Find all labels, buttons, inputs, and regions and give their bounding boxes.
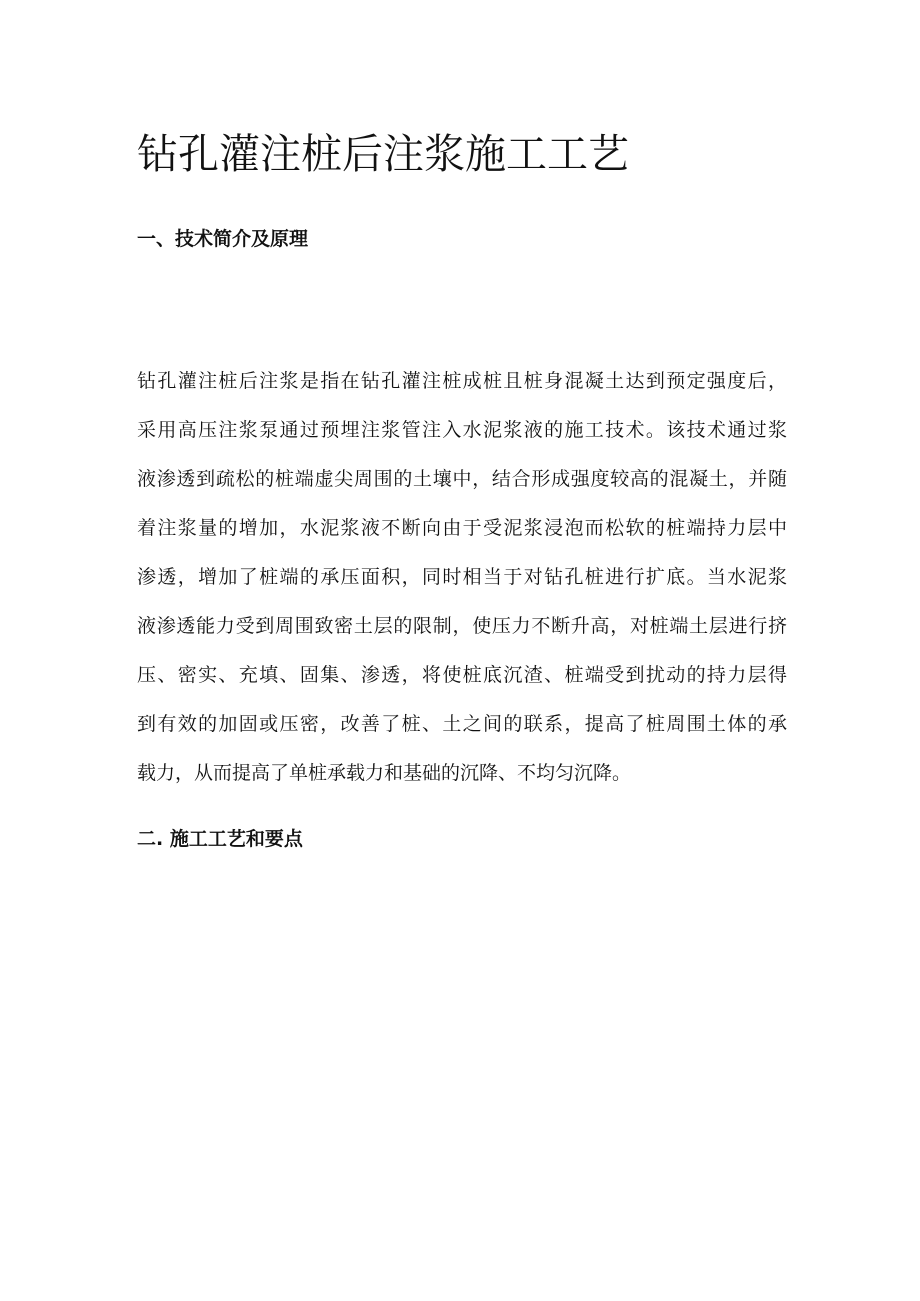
- paragraph-line: 液渗透能力受到周围致密土层的限制，使压力不断升高，对桩端土层进行挤: [137, 615, 787, 637]
- technical-intro-paragraph: [137, 357, 787, 798]
- section-heading-technical-intro: 一、技术简介及原理: [137, 228, 309, 250]
- paragraph-line: 渗透，增加了桩端的承压面积，同时相当于对钻孔桩进行扩底。当水泥浆: [137, 566, 787, 588]
- paragraph-line: 载力，从而提高了单桩承载力和基础的沉降、不均匀沉降。: [137, 762, 632, 784]
- document-title: 钻孔灌注桩后注浆施工工艺: [137, 130, 629, 178]
- paragraph-line: 压、密实、充填、固集、渗透，将使桩底沉渣、桩端受到扰动的持力层得: [137, 664, 787, 686]
- paragraph-line: 采用高压注浆泵通过预埋注浆管注入水泥浆液的施工技术。该技术通过浆: [137, 419, 787, 441]
- paragraph-line: 液渗透到疏松的桩端虚尖周围的土壤中，结合形成强度较高的混凝土，并随: [137, 468, 787, 490]
- section-heading-construction-process: 二. 施工工艺和要点: [137, 828, 303, 850]
- paragraph-line: 着注浆量的增加，水泥浆液不断向由于受泥浆浸泡而松软的桩端持力层中: [137, 517, 787, 539]
- paragraph-line: 到有效的加固或压密，改善了桩、土之间的联系，提高了桩周围土体的承: [137, 713, 787, 735]
- paragraph-line: 钻孔灌注桩后注浆是指在钻孔灌注桩成桩且桩身混凝土达到预定强度后，: [137, 370, 787, 392]
